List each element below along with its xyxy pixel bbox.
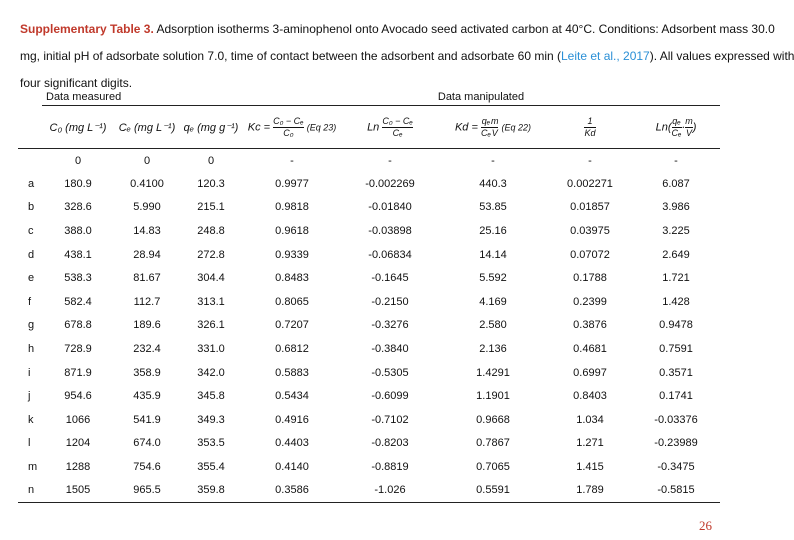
cell-ce: 541.9 xyxy=(133,413,161,426)
cell-ln1: -0.7102 xyxy=(371,413,409,426)
cell-kd: 0.9668 xyxy=(476,413,510,426)
cell-ce: 81.67 xyxy=(133,272,161,285)
caption-line2-text-a: mg, initial pH of adsorbate solution 7.0, time of contact between the adsorbent and adsorbate 60 min ( xyxy=(20,49,561,63)
cell-ln2: 3.986 xyxy=(662,201,690,214)
citation-link[interactable]: Leite et al., 2017 xyxy=(561,49,650,63)
cell-c0: 438.1 xyxy=(64,248,92,261)
table-row xyxy=(18,408,720,432)
cell-kc: 0.9818 xyxy=(275,201,309,214)
cell-c0: 1066 xyxy=(65,413,91,426)
cell-ln1: -0.3840 xyxy=(371,343,409,356)
cell-ln1: -0.8203 xyxy=(371,437,409,450)
cell-ln1: -0.8819 xyxy=(371,461,409,474)
cell-ln2: 0.9478 xyxy=(659,319,693,332)
cell-kc: 0.9977 xyxy=(275,177,309,190)
cell-qe: 313.1 xyxy=(197,295,225,308)
cell-inv: - xyxy=(588,154,592,167)
cell-ln2: 2.649 xyxy=(662,248,690,261)
cell-c0: 1505 xyxy=(42,479,114,503)
cell-kc: 0.6812 xyxy=(275,343,309,356)
ln2-fraction-2: $\frac{m}{V}$ xyxy=(685,115,693,138)
cell-c0: 728.9 xyxy=(64,343,92,356)
cell-qe: 326.1 xyxy=(197,319,225,332)
cell-kd: 1.4291 xyxy=(476,366,510,379)
cell-ln1: -0.03898 xyxy=(368,225,412,238)
cell-c0: 1288 xyxy=(65,461,91,474)
cell-ln1: -0.1645 xyxy=(371,272,409,285)
cell-kc: 0.8483 xyxy=(275,272,309,285)
cell-qe: 248.8 xyxy=(197,225,225,238)
cell-inv: 0.3876 xyxy=(573,319,607,332)
col-ln-qe: Ln( $\frac{\text{qₑ}}{\text{Cₑ}}$ · $\frac{m}{V}$ ) xyxy=(632,106,720,149)
cell-kc: 0.5883 xyxy=(275,366,309,379)
cell-kd: 4.169 xyxy=(479,295,507,308)
table-row xyxy=(18,266,720,290)
cell-kd: 2.580 xyxy=(479,319,507,332)
cell-id: c xyxy=(28,225,34,238)
table-row xyxy=(18,290,720,314)
cell-c0: 954.6 xyxy=(64,390,92,403)
cell-kd: 440.3 xyxy=(479,177,507,190)
cell-id: b xyxy=(28,201,35,214)
cell-ln2: -0.03376 xyxy=(654,413,698,426)
cell-inv: 1.789 xyxy=(548,479,632,503)
cell-ln2: 0.7591 xyxy=(659,343,693,356)
cell-kc: 0.4916 xyxy=(275,413,309,426)
cell-qe: 331.0 xyxy=(197,343,225,356)
cell-kd: 53.85 xyxy=(479,201,507,214)
isotherm-table xyxy=(18,89,720,503)
cell-ln2: 1.428 xyxy=(662,295,690,308)
cell-id: g xyxy=(28,319,35,332)
cell-ln1: -0.3276 xyxy=(371,319,409,332)
cell-ln2: 6.087 xyxy=(662,177,690,190)
cell-ln2: 0.3571 xyxy=(659,366,693,379)
cell-id: h xyxy=(28,343,35,356)
cell-c0: 1204 xyxy=(65,437,91,450)
cell-id: d xyxy=(28,248,35,261)
cell-qe: 342.0 xyxy=(197,366,225,379)
cell-ln2: -0.3475 xyxy=(657,461,695,474)
table-row xyxy=(18,149,720,173)
cell-ln1: -0.6099 xyxy=(371,390,409,403)
cell-ce: 674.0 xyxy=(133,437,161,450)
cell-c0: 538.3 xyxy=(64,272,92,285)
cell-kd: 14.14 xyxy=(479,248,507,261)
caption-line-3: four significant digits. xyxy=(20,76,133,90)
cell-kc: 0.4140 xyxy=(275,461,309,474)
cell-ln2: -0.5815 xyxy=(632,479,720,503)
cell-qe: 345.8 xyxy=(197,390,225,403)
cell-id: e xyxy=(28,272,35,285)
table-row xyxy=(18,432,720,456)
inverse-kd-fraction: $\frac{1}{Kd}$ xyxy=(584,115,596,138)
cell-kd: 0.7065 xyxy=(476,461,510,474)
table-row xyxy=(18,361,720,385)
cell-c0: 871.9 xyxy=(64,366,92,379)
cell-inv: 1.034 xyxy=(576,413,604,426)
cell-ln1: -1.026 xyxy=(342,479,438,503)
col-inverse-kd xyxy=(548,106,632,149)
cell-c0: 582.4 xyxy=(64,295,92,308)
page-number: 26 xyxy=(699,518,712,533)
cell-qe: 272.8 xyxy=(197,248,225,261)
table-row xyxy=(18,479,720,503)
cell-inv: 0.002271 xyxy=(567,177,613,190)
cell-ce: 28.94 xyxy=(133,248,161,261)
cell-ln2: 1.721 xyxy=(662,272,690,285)
table-row xyxy=(18,196,720,220)
table-row xyxy=(18,172,720,196)
cell-kc: 0.4403 xyxy=(275,437,309,450)
cell-ln1: -0.01840 xyxy=(368,201,412,214)
cell-kc: 0.8065 xyxy=(275,295,309,308)
cell-ce: 14.83 xyxy=(133,225,161,238)
cell-inv: 1.415 xyxy=(576,461,604,474)
kd-fraction-2: $\frac{m}{V}$ xyxy=(490,115,499,138)
group-header-row xyxy=(18,89,720,106)
cell-kd: 0.5591 xyxy=(438,479,548,503)
cell-ln2: 0.1741 xyxy=(659,390,693,403)
cell-ce: 232.4 xyxy=(133,343,161,356)
cell-id: k xyxy=(28,413,34,426)
cell-inv: 0.1788 xyxy=(573,272,607,285)
caption-line2-text-b: ). All values expressed with xyxy=(649,49,794,63)
cell-c0: 0 xyxy=(74,154,82,167)
cell-id: l xyxy=(28,437,31,450)
cell-id: a xyxy=(28,177,35,190)
cell-inv: 0.03975 xyxy=(570,225,610,238)
cell-qe: 355.4 xyxy=(197,461,225,474)
cell-inv: 0.07072 xyxy=(570,248,610,261)
table-row xyxy=(18,455,720,479)
cell-kd: 1.1901 xyxy=(476,390,510,403)
cell-kd: 5.592 xyxy=(479,272,507,285)
col-c0: C₀ (mg L⁻¹) xyxy=(42,106,114,149)
cell-ln1: - xyxy=(388,154,392,167)
cell-kd: 2.136 xyxy=(479,343,507,356)
caption-line-1 xyxy=(20,16,775,43)
cell-ln2: -0.23989 xyxy=(654,437,698,450)
cell-inv: 0.6997 xyxy=(573,366,607,379)
col-kc: Kc = $\frac{\text{C₀ − Cₑ}}{\text{C₀}}$ (Eq 23) xyxy=(242,106,342,149)
cell-kd: 0.7867 xyxy=(476,437,510,450)
cell-kd: - xyxy=(491,154,495,167)
cell-qe: 353.5 xyxy=(197,437,225,450)
cell-kc: 0.9339 xyxy=(275,248,309,261)
col-ln-ratio: Ln $\frac{\text{C₀ − Cₑ}}{\text{Cₑ}}$ xyxy=(342,106,438,149)
cell-ln2: - xyxy=(674,154,678,167)
cell-ce: 754.6 xyxy=(133,461,161,474)
col-qe: qₑ (mg g⁻¹) xyxy=(180,106,242,149)
cell-ce: 358.9 xyxy=(133,366,161,379)
table-row xyxy=(18,314,720,338)
col-kd: Kd = $\frac{\text{qₑ}}{\text{Cₑ}}$ $\frac{m}{V}$ (Eq 22) xyxy=(438,106,548,149)
ln1-fraction: $\frac{\text{C₀ − Cₑ}}{\text{Cₑ}}$ xyxy=(382,115,413,138)
cell-ce: 5.990 xyxy=(133,201,161,214)
cell-qe: 215.1 xyxy=(197,201,225,214)
cell-qe: 304.4 xyxy=(197,272,225,285)
cell-ln1: -0.002269 xyxy=(365,177,415,190)
col-ce: Cₑ (mg L⁻¹) xyxy=(114,106,180,149)
cell-c0: 678.8 xyxy=(64,319,92,332)
cell-id xyxy=(18,149,42,173)
cell-ce: 0 xyxy=(143,154,151,167)
caption-line1-text: Adsorption isotherms 3-aminophenol onto Avocado seed activated carbon at 40°C. Conditions: Adsorbent mass 30.0 xyxy=(153,22,775,36)
cell-ce: 0.4100 xyxy=(130,177,164,190)
cell-qe: 120.3 xyxy=(197,177,225,190)
cell-inv: 0.01857 xyxy=(570,201,610,214)
cell-c0: 328.6 xyxy=(64,201,92,214)
cell-inv: 0.4681 xyxy=(573,343,607,356)
cell-ln1: -0.06834 xyxy=(368,248,412,261)
cell-id: f xyxy=(28,295,32,308)
cell-kc: 0.7207 xyxy=(275,319,309,332)
table-body xyxy=(18,149,720,503)
kc-fraction: $\frac{\text{C₀ − Cₑ}}{\text{C₀}}$ xyxy=(273,115,304,138)
group-manipulated: Data manipulated xyxy=(242,89,720,106)
cell-ce: 112.7 xyxy=(133,295,161,308)
cell-inv: 1.271 xyxy=(576,437,604,450)
cell-kc: 0.3586 xyxy=(242,479,342,503)
cell-ln1: -0.2150 xyxy=(371,295,409,308)
cell-id: i xyxy=(28,366,31,379)
cell-kc: 0.5434 xyxy=(275,390,309,403)
cell-c0: 388.0 xyxy=(64,225,92,238)
cell-qe: 349.3 xyxy=(197,413,225,426)
table-row xyxy=(18,219,720,243)
cell-ce: 189.6 xyxy=(133,319,161,332)
cell-kc: - xyxy=(290,154,294,167)
cell-ln2: 3.225 xyxy=(662,225,690,238)
caption-line-2 xyxy=(20,43,794,70)
cell-qe: 359.8 xyxy=(180,479,242,503)
cell-kd: 25.16 xyxy=(479,225,507,238)
cell-c0: 180.9 xyxy=(64,177,92,190)
table-row xyxy=(18,384,720,408)
table-caption xyxy=(20,16,794,97)
cell-ce: 435.9 xyxy=(133,390,161,403)
cell-ce: 965.5 xyxy=(114,479,180,503)
cell-id: n xyxy=(18,479,42,503)
column-header-row xyxy=(18,106,720,149)
table-row xyxy=(18,243,720,267)
cell-ln1: -0.5305 xyxy=(371,366,409,379)
cell-id: j xyxy=(28,390,31,403)
cell-qe: 0 xyxy=(207,154,215,167)
caption-label: Supplementary Table 3. xyxy=(20,22,154,36)
cell-id: m xyxy=(28,461,38,474)
ln2-fraction-1: $\frac{\text{qₑ}}{\text{Cₑ}}$ xyxy=(671,115,682,138)
cell-inv: 0.8403 xyxy=(573,390,607,403)
cell-kc: 0.9618 xyxy=(275,225,309,238)
kd-fraction-1: $\frac{\text{qₑ}}{\text{Cₑ}}$ xyxy=(480,115,491,138)
cell-inv: 0.2399 xyxy=(573,295,607,308)
group-measured: Data measured xyxy=(42,89,242,106)
table-row xyxy=(18,337,720,361)
